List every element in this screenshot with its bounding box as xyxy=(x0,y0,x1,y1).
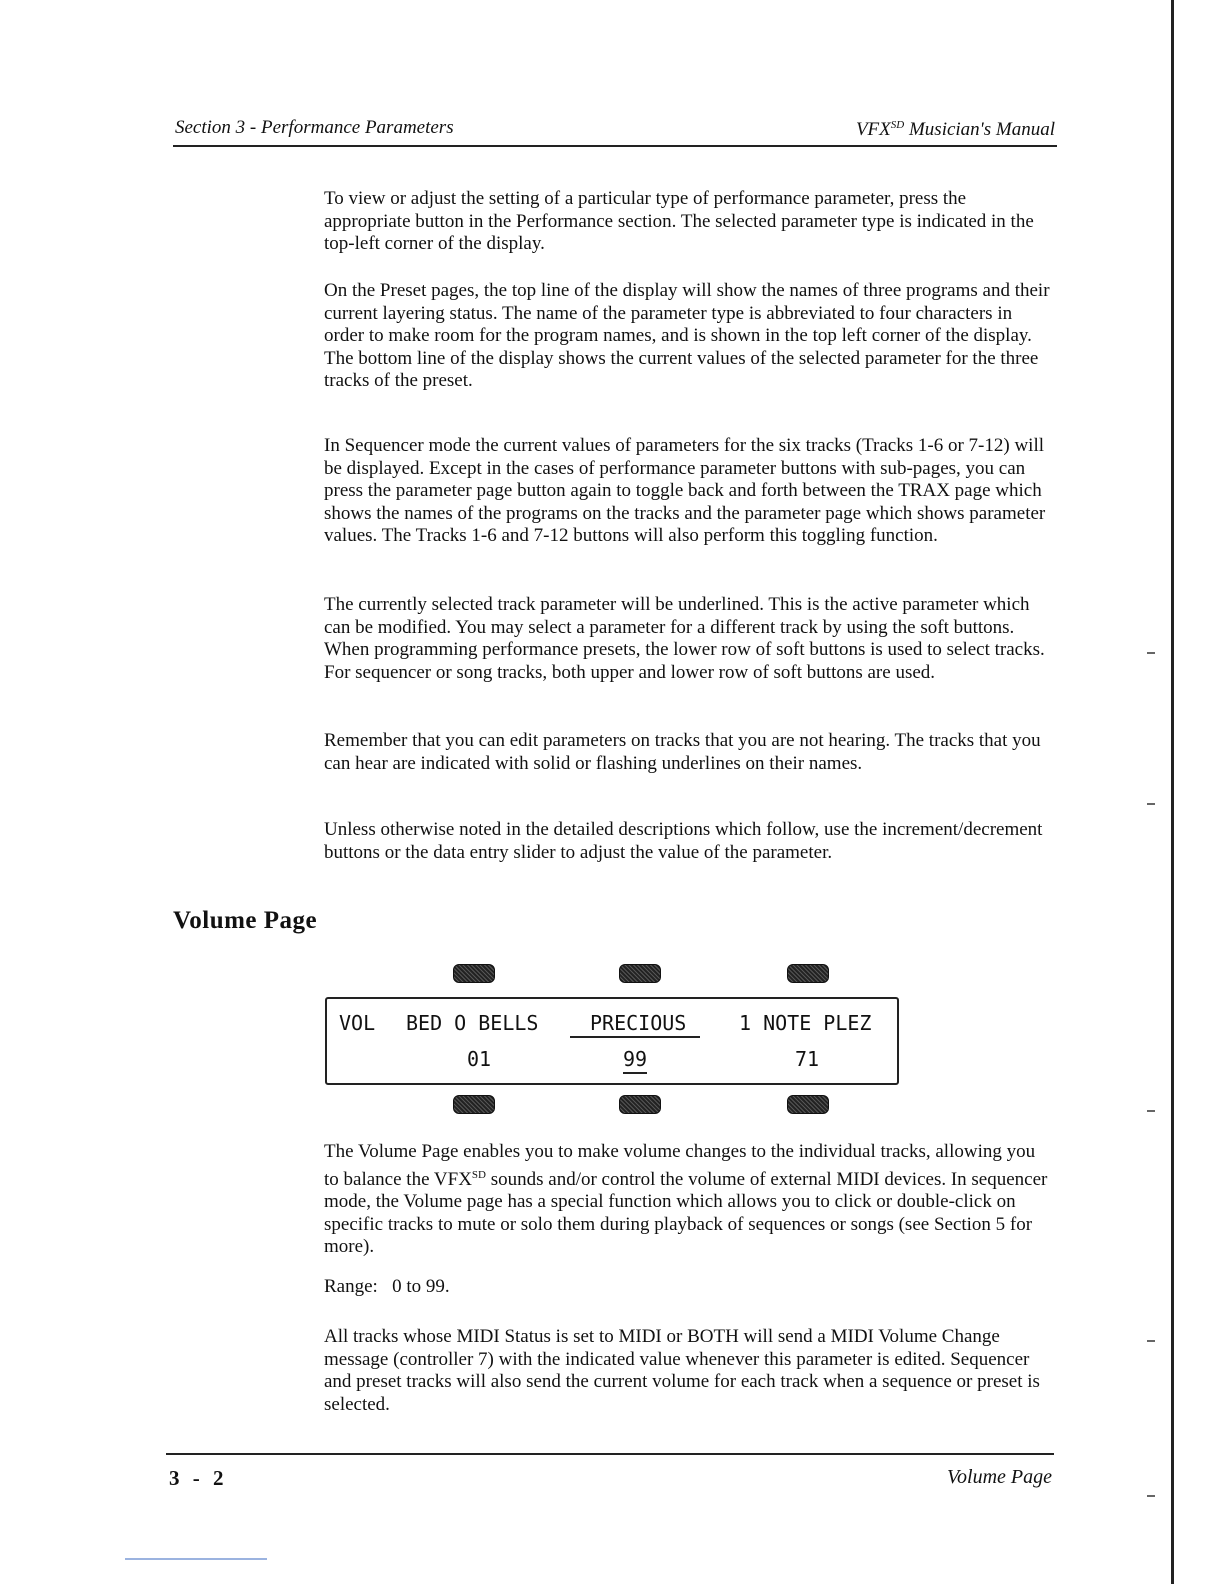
display-track2-name: PRECIOUS xyxy=(570,1011,700,1038)
display-track2-value: 99 xyxy=(623,1047,647,1074)
soft-button-lower-3 xyxy=(787,1095,829,1114)
page-number: 3 - 2 xyxy=(169,1466,228,1490)
section-heading: Volume Page xyxy=(173,907,318,934)
page-header xyxy=(173,117,1057,147)
lcd-display xyxy=(325,997,899,1085)
scan-mark xyxy=(1147,1110,1155,1112)
paragraph: The currently selected track parameter will be underlined. This is the active parameter which can be modified. You may select a parameter for a different track by using the soft buttons. When programming performance presets, the lower row of soft buttons is used to select tracks. For sequencer or song tracks, both upper and lower row of soft buttons are used. xyxy=(324,594,1045,683)
header-manual-title: $VFX^{SD}$ Musician's Manual xyxy=(855,119,1055,140)
soft-button-upper-3 xyxy=(787,964,829,983)
scan-mark xyxy=(1147,1495,1155,1497)
paragraph: On the Preset pages, the top line of the display will show the names of three programs and their current layering status. The name of the parameter type is abbreviated to four characters in order to make room for the program names, and is shown in the top left corner of the display. The bottom line of the display shows the current values of the selected parameter for the three tracks of the preset. xyxy=(324,280,1050,391)
scan-mark xyxy=(1147,803,1155,805)
display-param-label: VOL xyxy=(339,1011,376,1035)
scan-artifact-line xyxy=(125,1558,267,1560)
display-track1-name: BED O BELLS xyxy=(406,1011,539,1035)
header-section-title: Section 3 - Performance Parameters xyxy=(175,117,454,138)
scan-mark xyxy=(1147,1340,1155,1342)
display-track3-value: 71 xyxy=(795,1047,820,1071)
soft-button-lower-1 xyxy=(453,1095,495,1114)
display-track1-value: 01 xyxy=(467,1047,492,1071)
paragraph: To view or adjust the setting of a particular type of performance parameter, press the appropriate button in the Performance section. The selected parameter type is indicated in the top-left corner of the display. xyxy=(324,188,1034,254)
footer-section-title: Volume Page xyxy=(947,1466,1052,1488)
paragraph: All tracks whose MIDI Status is set to MIDI or BOTH will send a MIDI Volume Change message (controller 7) with the indicated value whenever this parameter is edited. Sequencer and preset tracks will also send the current volume for each track when a sequence or preset is selected. xyxy=(324,1326,1040,1415)
paragraph: The Volume Page enables you to make volume changes to the individual tracks, allowing you to balance the $VFX^{SD}$ sounds and/or control the volume of external MIDI devices. In sequencer mode, the Volume page has a special function which allows you to click or double-click on specific tracks to mute or solo them during playback of sequences or songs (see Section 5 for more). xyxy=(324,1141,1048,1257)
footer-rule xyxy=(166,1453,1054,1455)
soft-button-upper-1 xyxy=(453,964,495,983)
soft-button-upper-2 xyxy=(619,964,661,983)
scan-mark xyxy=(1147,652,1155,654)
paragraph: Unless otherwise noted in the detailed descriptions which follow, use the increment/decrement buttons or the data entry slider to adjust the value of the parameter. xyxy=(324,819,1043,863)
soft-button-lower-2 xyxy=(619,1095,661,1114)
display-track3-name: 1 NOTE PLEZ xyxy=(739,1011,872,1035)
paragraph: Remember that you can edit parameters on tracks that you are not hearing. The tracks that you can hear are indicated with solid or flashing underlines on their names. xyxy=(324,730,1041,774)
range-line: Range: 0 to 99. xyxy=(324,1276,450,1297)
page-edge-line xyxy=(1171,0,1174,1584)
paragraph: In Sequencer mode the current values of parameters for the six tracks (Tracks 1-6 or 7-12) will be displayed. Except in the cases of performance parameter buttons with sub-pages, you can press the parameter page button again to toggle back and forth between the TRAX page which shows the names of the programs on the tracks and the parameter page which shows parameter values. The Tracks 1-6 and 7-12 buttons will also perform this toggling function. xyxy=(324,435,1046,546)
